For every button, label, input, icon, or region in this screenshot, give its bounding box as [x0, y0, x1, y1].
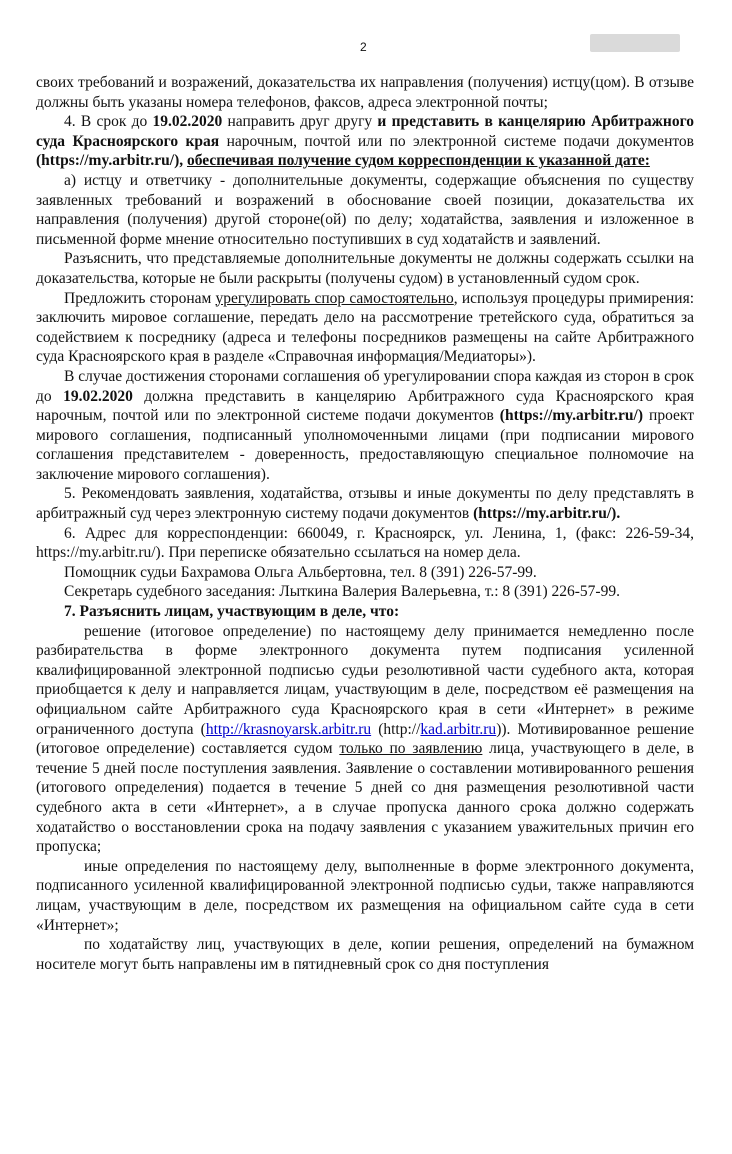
bullet-other-rulings: иные определения по настоящему делу, выполненные в форме электронного документа, подписанного усиленной квалифицированной электронной подписью судьи, также направляются лицам, участвующим в деле, посредством их размещения на официальном сайте суда в сети «Интернет»;: [36, 857, 694, 934]
paragraph-item-5: 5. Рекомендовать заявления, ходатайства, отзывы и иные документы по делу представлять в арбитражный суд через электронную систему подачи документов (https://my.arbitr.ru/).: [36, 485, 694, 523]
paragraph-secretary: Секретарь судебного заседания: Лыткина Валерия Валерьевна, т.: 8 (391) 226-57-99.: [64, 583, 620, 601]
link-kad-arbitr[interactable]: kad.arbitr.ru: [420, 720, 497, 738]
bullet-paper-copies: по ходатайству лиц, участвующих в деле, копии решения, определений на бумажном носителе могут быть направлены им в пятидневный срок со дня поступления: [36, 936, 694, 973]
page-number: 2: [360, 40, 367, 54]
paragraph-settlement-agreement: В случае достижения сторонами соглашения об урегулировании спора каждая из сторон в срок до 19.02.2020 должна представить в канцелярию Арбитражного суда Красноярского края нарочным, почтой или по электронной системе подачи документов (https://my.arbitr.ru/) проект мирового соглашения, подписанный уполномоченными лицами (при подписании мирового соглашения представителем - доверенность, предоставляющую специальное полномочие на заключение мирового соглашения).: [36, 367, 694, 483]
paragraph-item-4: 4. В срок до 19.02.2020 направить друг другу и представить в канцелярию Арбитражного суда Красноярского края нарочным, почтой или по электронной системе подачи документов (https://my.arbitr.ru/), обеспечивая получение судом корреспонденции к указанной дате:: [36, 113, 694, 170]
bullet-decision: решение (итоговое определение) по настоящему делу принимается немедленно после разбирательства в форме электронного документа путем подписания усиленной квалифицированной электронной подписью судьи резолютивной части судебного акта, которая приобщается к делу и направляется лицам, участвующим в деле, посредством её размещения на официальном сайте Арбитражного суда Красноярского края в сети «Интернет» в режиме ограниченного доступа (http://krasnoyarsk.arbitr.ru (http://kad.arbitr.ru)). Мотивированное решение (итоговое определение) составляется судом только по заявлению лица, участвующего в деле, в течение 5 дней после поступления заявления. Заявление о составлении мотивированного решения (итогового определения) подается в течение 5 дней со дня размещения резолютивной части судебного акта в сети «Интернет», а в случае пропуска данного срока должно содержать ходатайство о восстановлении срока на подачу заявления с указанием уважительных причин его пропуска;: [36, 622, 695, 856]
redacted-header: [590, 34, 680, 52]
paragraph-settlement-offer: Предложить сторонам урегулировать спор самостоятельно, используя процедуры примирения: заключить мировое соглашение, передать дело на рассмотрение третейского суда, обратиться за содействием к посреднику (адреса и телефоны посредников размещены на сайте Арбитражного суда Красноярского края в разделе «Справочная информация/Медиаторы»).: [36, 289, 694, 366]
paragraph-item-a: а) истцу и ответчику - дополнительные документы, содержащие объяснения по существу заявленных требований и возражений в обоснование своей позиции, доказательства их направления (получения) другой стороне(ой) по делу; ходатайства, заявления и изложенное в письменной форме мнение относительно поступивших в суд ходатайств и заявлений.: [36, 171, 694, 248]
paragraph-item-7-heading: 7. Разъяснить лицам, участвующим в деле, что:: [64, 603, 400, 621]
document-body: [36, 73, 694, 974]
paragraph-assistant: Помощник судьи Бахрамова Ольга Альбертовна, тел. 8 (391) 226-57-99.: [64, 563, 537, 581]
paragraph-item-6: 6. Адрес для корреспонденции: 660049, г. Красноярск, ул. Ленина, 1, (факс: 226-59-34, https://my.arbitr.ru/). При переписке обязательно ссылаться на номер дела.: [36, 524, 694, 562]
link-krasnoyarsk-arbitr[interactable]: http://krasnoyarsk.arbitr.ru: [205, 720, 372, 738]
paragraph-continuation: своих требований и возражений, доказательства их направления (получения) истцу(цом). В отзыве должны быть указаны номера телефонов, факсов, адреса электронной почты;: [36, 74, 694, 111]
paragraph-clarification: Разъяснить, что представляемые дополнительные документы не должны содержать ссылки на доказательства, которые не были раскрыты (получены судом) в установленный судом срок.: [36, 250, 694, 287]
